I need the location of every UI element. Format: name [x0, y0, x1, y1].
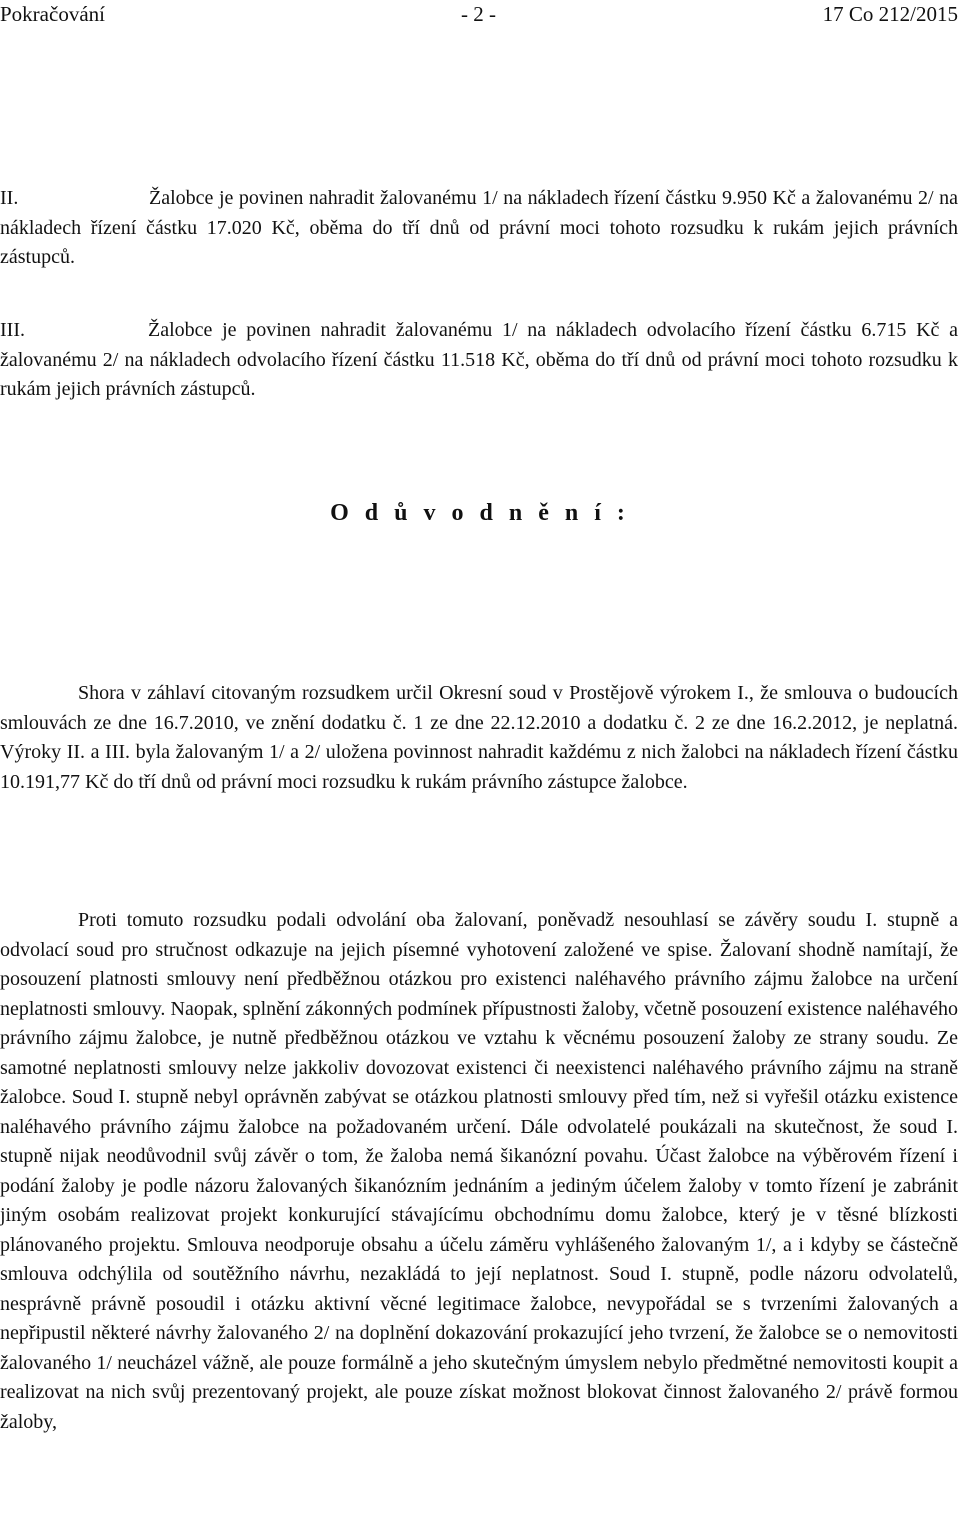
reasoning-paragraph-2 [0, 906, 958, 1437]
verdict-text-iii: Žalobce je povinen nahradit žalovanému 1/ na nákladech odvolacího řízení částku 6.715 Kč a žalovanému 2/ na nákladech odvolacího řízení částku 11.518 Kč, oběma do tří dnů od právní moci tohoto rozsudku k rukám jejich právních zástupců. [0, 319, 958, 400]
header-continuation-label: Pokračování [0, 2, 105, 26]
reasoning-text-2: Proti tomuto rozsudku podali odvolání oba žalovaní, poněvadž nesouhlasí se závěry soudu I. stupně a odvolací soud pro stručnost odkazuje na jejich písemné vyhotovení založené ve spise. Žalovaní shodně namítají, že posouzení platnosti smlouvy není předběžnou otázkou pro existenci naléhavého právního zájmu žalobce na určení neplatnosti smlouvy. Naopak, splnění zákonných podmínek přípustnosti žaloby, včetně posouzení existence naléhavého právního zájmu žalobce, je nutně předběžnou otázkou ve vztahu k věcnému posouzení žaloby ze strany soudu. Ze samotné neplatnosti smlouvy nelze jakkoliv dovozovat existenci či neexistenci naléhavého právního zájmu na straně žalobce. Soud I. stupně nebyl oprávněn zabývat se otázkou platnosti smlouvy před tím, než si vyřešil otázku existence naléhavého právního zájmu žalobce na požadovaném určení. Dále odvolatelé poukázali na skutečnost, že soud I. stupně nijak neodůvodnil svůj závěr o tom, že žaloba nemá šikanózní povahu. Účast žalobce na výběrovém řízení i podání žaloby je podle názoru žalovaných šikanózním jednáním a jediným účelem žaloby v tomto řízení je zabránit jiným osobám realizovat projekt konkurující stávajícímu obchodnímu domu žalobce, který je v těsné blízkosti plánovaného projektu. Smlouva neodporuje obsahu a účelu záměru vyhlášeného žalovaným 1/, a i kdyby se částečně smlouva odchýlila od soutěžního návrhu, nezakládá to její neplatnost. Soud I. stupně, podle názoru odvolatelů, nesprávně právně posoudil i otázku aktivní věcné legitimace žalobce, nevypořádal se s tvrzeními žalovaných a nepřipustil některé návrhy žalovaného 2/ na doplnění dokazování prokazující jeho tvrzení, že žalobce se o nemovitosti žalovaného 1/ neucházel vážně, ale pouze formálně a jeho skutečným úmyslem nebylo předmětné nemovitosti koupit a realizovat na nich svůj prezentovaný projekt, ale pouze získat možnost blokovat činnost žalovaného 2/ právě formou žaloby, [0, 909, 958, 1433]
page-header [0, 0, 960, 30]
verdict-paragraph-iii [0, 316, 958, 405]
header-case-number: 17 Co 212/2015 [822, 2, 958, 26]
reasoning-heading: O d ů v o d n ě n í : [330, 500, 630, 526]
verdict-text-ii: Žalobce je povinen nahradit žalovanému 1/ na nákladech řízení částku 9.950 Kč a žalovanému 2/ na nákladech řízení částku 17.020 Kč, oběma do tří dnů od právní moci tohoto rozsudku k rukám jejich právních zástupců. [0, 187, 958, 268]
verdict-number-iii: III. [0, 319, 25, 341]
verdict-number-ii: II. [0, 187, 19, 209]
reasoning-paragraph-1 [0, 679, 958, 797]
verdict-paragraph-ii [0, 184, 958, 273]
header-page-number: - 2 - [461, 2, 496, 26]
reasoning-text-1: Shora v záhlaví citovaným rozsudkem určil Okresní soud v Prostějově výrokem I., že smlouva o budoucích smlouvách ze dne 16.7.2010, ve znění dodatku č. 1 ze dne 22.12.2010 a dodatku č. 2 ze dne 16.2.2012, je neplatná. Výroky II. a III. byla žalovaným 1/ a 2/ uložena povinnost nahradit každému z nich žalobci na nákladech řízení částku 10.191,77 Kč do tří dnů od právní moci rozsudku k rukám právního zástupce žalobce. [0, 682, 958, 793]
